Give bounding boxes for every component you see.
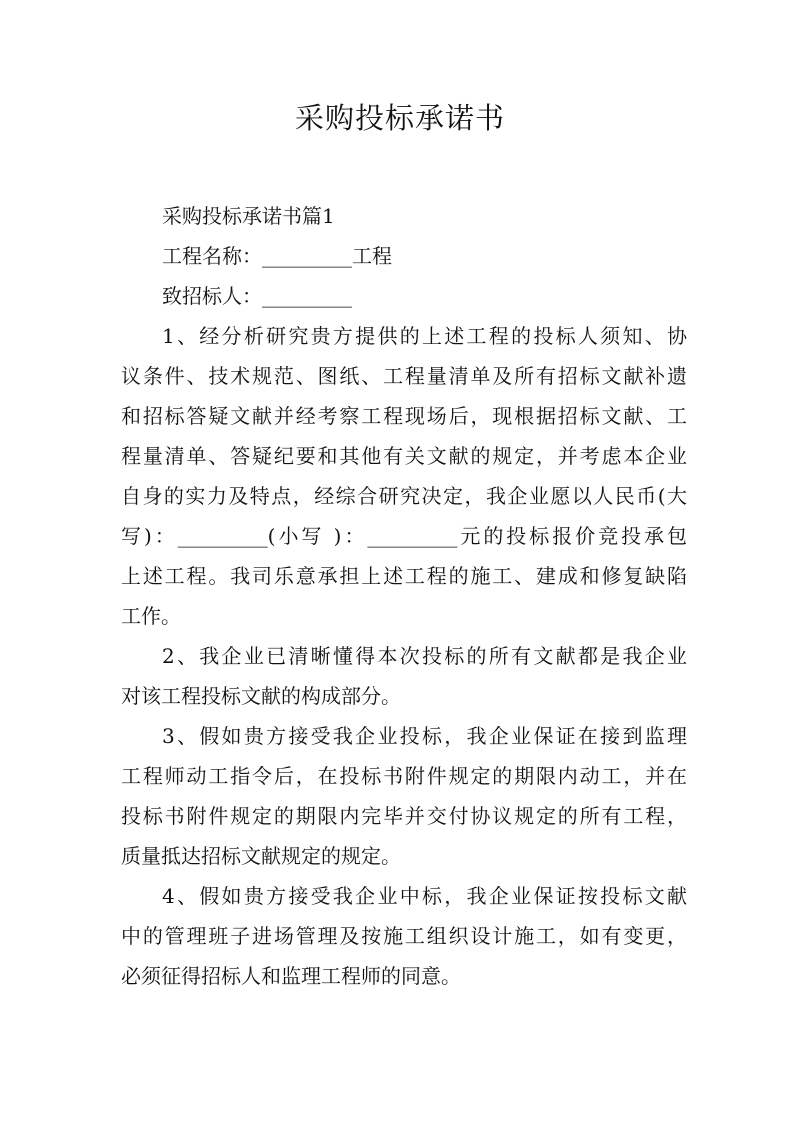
document-title: 采购投标承诺书 bbox=[294, 101, 505, 135]
paragraph-line: 2、我企业已清晰懂得本次投标的所有文献都是我企业 bbox=[162, 644, 687, 668]
paragraph-3 bbox=[121, 716, 687, 876]
paragraph-line: 上述工程。我司乐意承担上述工程的施工、建成和修复缺陷 bbox=[121, 564, 687, 588]
paragraph-1 bbox=[121, 316, 687, 636]
paragraph-2 bbox=[121, 636, 687, 716]
paragraph-4 bbox=[121, 876, 687, 996]
paragraph-line: 工作。 bbox=[121, 604, 181, 628]
paragraph-line: 写)：_________(小写 )：_________元的投标报价竞投承包 bbox=[121, 524, 687, 548]
paragraph-line: 程量清单、答疑纪要和其他有关文献的规定，并考虑本企业 bbox=[121, 444, 687, 468]
paragraph-line: 1、经分析研究贵方提供的上述工程的投标人须知、协 bbox=[162, 324, 687, 348]
paragraph-line: 议条件、技术规范、图纸、工程量清单及所有招标文献补遗 bbox=[121, 364, 687, 388]
paragraph-line: 必须征得招标人和监理工程师的同意。 bbox=[121, 964, 461, 988]
recipient-line: 致招标人：_________ bbox=[162, 284, 352, 308]
project-name-line: 工程名称：_________工程 bbox=[162, 244, 392, 268]
paragraph-line: 自身的实力及特点，经综合研究决定，我企业愿以人民币(大 bbox=[121, 484, 687, 508]
paragraph-line: 质量抵达招标文献规定的规定。 bbox=[121, 844, 401, 868]
paragraph-line: 和招标答疑文献并经考察工程现场后，现根据招标文献、工 bbox=[121, 404, 687, 428]
paragraph-line: 工程师动工指令后，在投标书附件规定的期限内动工，并在 bbox=[121, 764, 687, 788]
paragraph-line: 4、假如贵方接受我企业中标，我企业保证按投标文献 bbox=[162, 884, 687, 908]
paragraph-line: 中的管理班子进场管理及按施工组织设计施工，如有变更， bbox=[121, 924, 687, 948]
paragraph-line: 投标书附件规定的期限内完毕并交付协议规定的所有工程， bbox=[121, 804, 687, 828]
paragraph-line: 对该工程投标文献的构成部分。 bbox=[121, 684, 401, 708]
document-body bbox=[121, 196, 687, 996]
section-heading: 采购投标承诺书篇1 bbox=[162, 204, 335, 228]
paragraph-line: 3、假如贵方接受我企业投标，我企业保证在接到监理 bbox=[162, 724, 687, 748]
